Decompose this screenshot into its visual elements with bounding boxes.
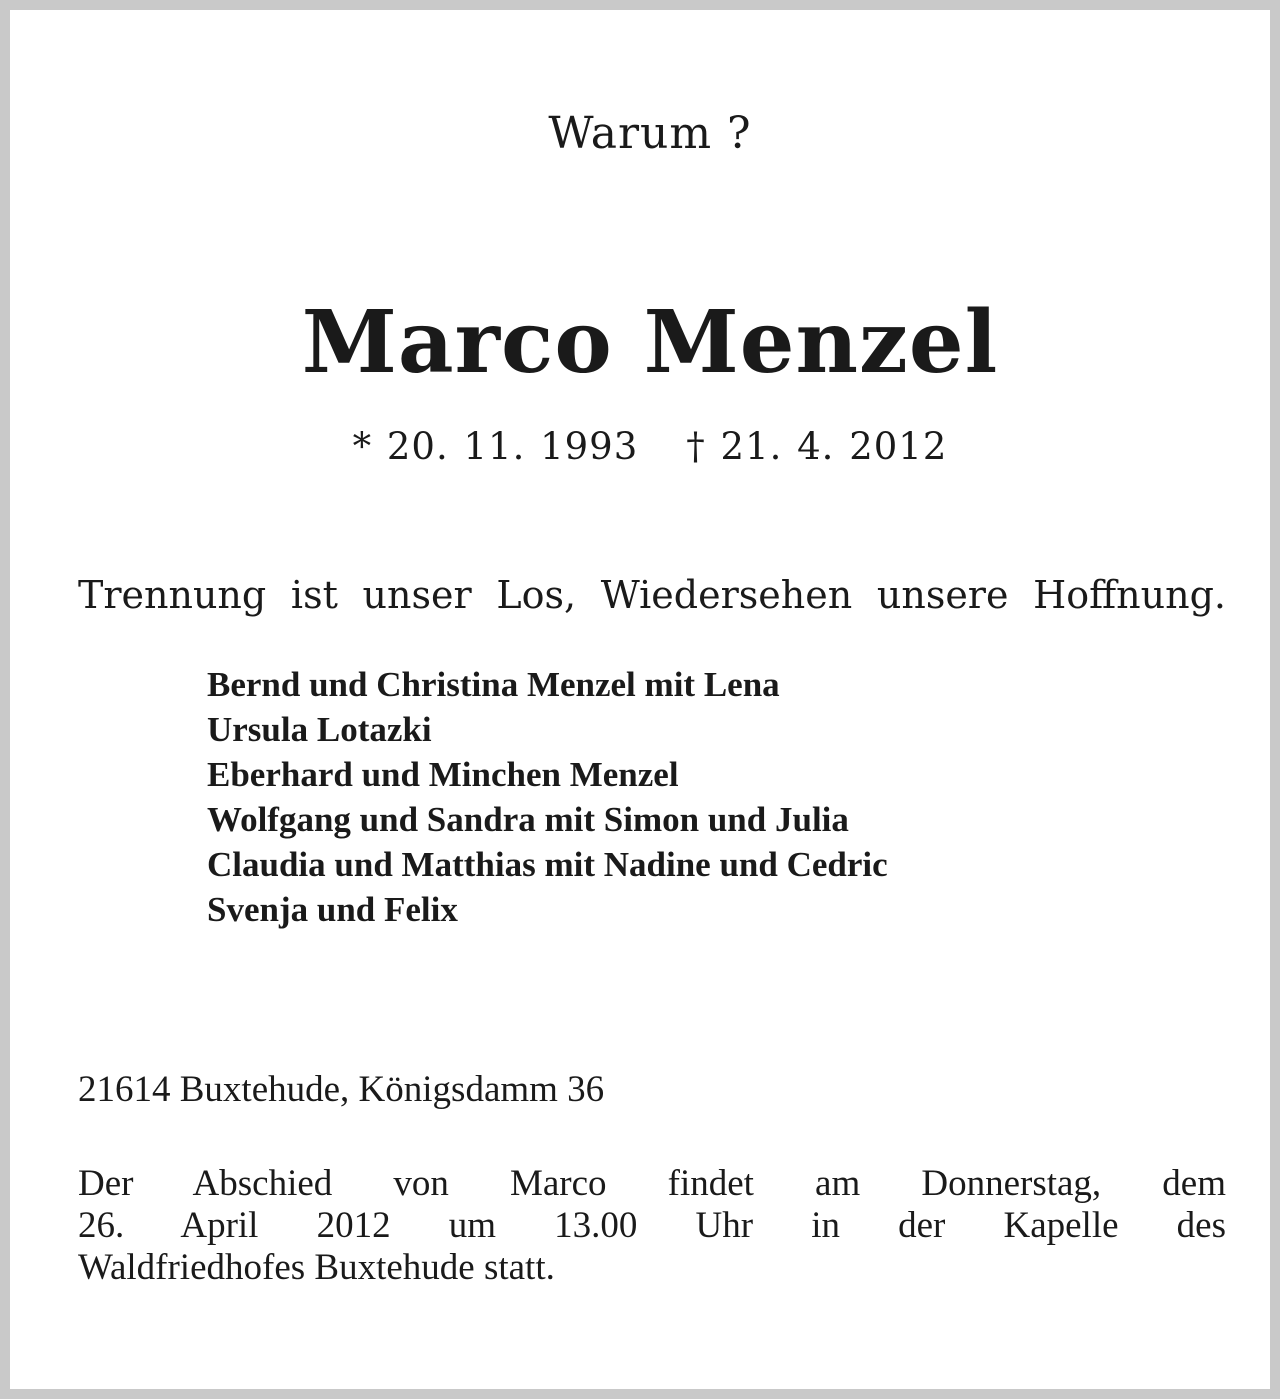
quote: Trennung ist unser Los, Wiedersehen unsere Hoffnung. — [78, 573, 1226, 617]
mourner-line: Eberhard und Minchen Menzel — [207, 755, 679, 794]
funeral-notice-line: 26. April 2012 um 13.00 Uhr in der Kapelle des — [78, 1205, 1226, 1246]
mourner-line: Ursula Lotazki — [207, 710, 432, 749]
mourner-line: Bernd und Christina Menzel mit Lena — [207, 665, 780, 704]
death-date: † 21. 4. 2012 — [686, 425, 948, 468]
life-dates — [10, 425, 1280, 468]
deceased-name: Marco Menzel — [301, 292, 999, 393]
address: 21614 Buxtehude, Königsdamm 36 — [78, 1069, 605, 1110]
funeral-notice — [78, 1163, 1226, 1289]
birth-date: * 20. 11. 1993 — [352, 425, 639, 468]
mourners-list — [207, 662, 888, 932]
mourner-line: Svenja und Felix — [207, 890, 458, 929]
motto-heading: Warum ? — [548, 108, 752, 159]
funeral-notice-line: Der Abschied von Marco findet am Donnerstag, dem — [78, 1163, 1226, 1204]
funeral-notice-line: Waldfriedhofes Buxtehude statt. — [78, 1247, 555, 1288]
mourner-line: Claudia und Matthias mit Nadine und Cedric — [207, 845, 888, 884]
mourner-line: Wolfgang und Sandra mit Simon und Julia — [207, 800, 849, 839]
